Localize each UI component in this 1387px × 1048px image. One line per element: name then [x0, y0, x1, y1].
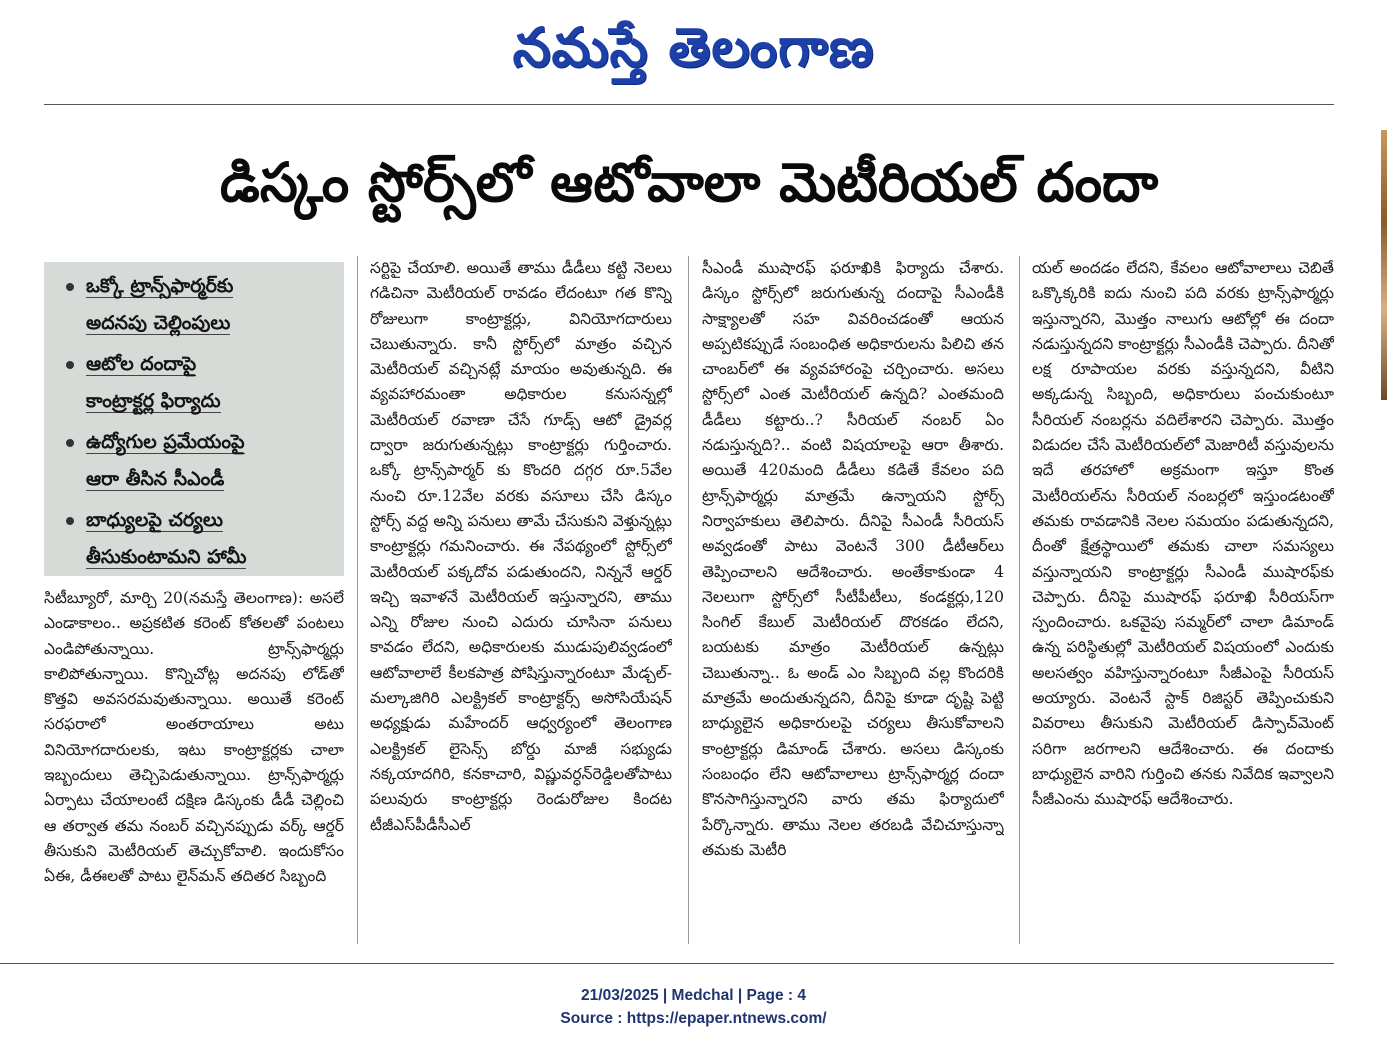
column-text: సిటీబ్యూరో, మార్చి 20(నమస్తే తెలంగాణ): అసలే ఎండాకాలం.. అప్రకటిత కరెంట్‌ కోతలతో పంటలు ఎండిపోతున్నాయి. ట్రాన్స్‌ఫార్మర్లు కాలిపోతున్నాయి. కొన్నిచోట్ల అదనపు లోడ్‌తో కొత్తవి అవసరమవుతున్నాయి. అయితే కరెంట్‌ సరఫరాలో అంతరాయాలు అటు వినియోగదారులకు, ఇటు కాంట్రాక్టర్లకు చాలా ఇబ్బందులు తెచ్చిపెడుతున్నాయి. ట్రాన్స్‌ఫార్మర్లు ఏర్పాటు చేయాలంటే దక్షిణ డిస్కంకు డీడీ చెల్లించి ఆ తర్వాత తమ నంబర్‌ వచ్చినప్పుడు వర్క్‌ ఆర్డర్‌ తీసుకుని మెటీరియల్‌ తెచ్చుకోవాలి. ఇందుకోసం ఏఈ, డీఈలతో పాటు లైన్‌మన్‌ తదితర సిబ్బంది — [44, 589, 344, 886]
top-divider — [44, 104, 1334, 105]
highlight-line: తీసుకుంటామని హామీ — [86, 546, 247, 568]
masthead — [0, 8, 1387, 88]
column-text: సీఎండీ ముషారఫ్‌ ఫరూఖికి ఫిర్యాదు చేశారు. డిస్కం స్టోర్స్‌లో జరుగుతున్న దందాపై సీఎండీకి సాక్ష్యాలతో సహ వివరించడంతో ఆయన అప్పటికప్పుడే సంబంధిత అధికారులను పిలిచి తన చాంబర్‌లో ఈ వ్యవహారంపై చర్చించారు. అసలు స్టోర్స్‌లో ఎంత మెటీరియల్‌ ఉన్నది? ఎంతమంది డీడీలు కట్టారు..? సీరియల్‌ నంబర్‌ ఏం నడుస్తున్నది?.. వంటి విషయాలపై ఆరా తీశారు. అయితే 420మంది డీడీలు కడితే కేవలం పది ట్రాన్స్‌ఫార్మర్లు మాత్రమే ఉన్నాయని స్టోర్స్‌ నిర్వాహకులు తెలిపారు. దీనిపై సీఎండీ సీరియస్‌ అవ్వడంతో పాటు వెంటనే 300 డీటీఆర్‌లు తెప్పించాలని ఆదేశించారు. అంతేకాకుండా 4 నెలలుగా స్టోర్స్‌లో సీటీపీటీలు, కండక్టర్లు,120 సింగిల్‌ కేబుల్‌ మెటీరియల్‌ దొరకడం లేదని, బయటకు మాత్రం మెటీరియల్‌ ఉన్నట్లు చెబుతున్నా.. ఓ అండ్‌ ఎం సిబ్బంది వల్ల కొందరికి మాత్రమే అందుతున్నదని, దీనిపై కూడా దృష్టి పెట్టి బాధ్యులైన అధికారులపై చర్యలు తీసుకోవాలని కాంట్రాక్టర్లు డిమాండ్‌ చేశారు. అసలు డిస్కంకు సంబంధం లేని ఆటోవాలాలు ట్రాన్స్‌ఫార్మర్ల దందా కొనసాగిస్తున్నారని వారు తమ ఫిర్యాదులో పేర్కొన్నారు. తాము నెలల తరబడి వేచిచూస్తున్నా తమకు మెటీరి — [702, 259, 1004, 859]
highlight-line: అదనపు చెల్లింపులు — [86, 312, 231, 334]
article-column-2 — [370, 256, 672, 946]
highlight-line: ఆరా తీసిన సీఎండీ — [86, 468, 225, 490]
adjacent-page-edge — [1381, 130, 1387, 400]
newspaper-logo: నమస్తే తెలంగాణ — [512, 16, 875, 79]
highlight-line: ఆటోల దందాపై — [86, 353, 197, 375]
highlight-line: కాంట్రాక్టర్ల ఫిర్యాదు — [86, 390, 221, 412]
column-divider — [688, 256, 689, 944]
highlight-item — [66, 346, 334, 420]
footer-source-link[interactable]: Source : https://epaper.ntnews.com/ — [560, 1010, 827, 1027]
page-footer — [0, 984, 1387, 1030]
highlight-line: ఉద్యోగుల ప్రమేయంపై — [86, 431, 245, 453]
bottom-divider — [0, 963, 1334, 964]
highlight-item — [66, 502, 334, 576]
column-text: యల్‌ అందడం లేదని, కేవలం ఆటోవాలాలు చెబితే ఒక్కొక్కరికి ఐదు నుంచి పది వరకు ట్రాన్స్‌ఫార్మర్లు ఇస్తున్నారని, మొత్తం నాలుగు ఆటోల్లో ఈ దందా నడుస్తున్నదని కాంట్రాక్టర్లు సీఎండీకి చెప్పారు. దీనితో లక్ష రూపాయల వరకు వస్తున్నదని, వీటిని అక్కడున్న సిబ్బంది, అధికారులు పంచుకుంటూ సీరియల్‌ నంబర్లను వదిలేశారని చెప్పారు. మొత్తం విడుదల చేసే మెటీరియల్‌లో మెజారిటీ వస్తువులను ఇదే తరహాలో అక్రమంగా ఇస్తూ కొంత మెటీరియల్‌ను సీరియల్‌ నంబర్లలో ఇస్తుండటంతో తమకు రావడానికి నెలల సమయం పడుతున్నదని, దీంతో క్షేత్రస్థాయిలో తమకు చాలా సమస్యలు వస్తున్నాయని కాంట్రాక్టర్లు సీఎండీ ముషారఫ్‌కు చెప్పారు. దీనిపై ముషారఫ్‌ ఫరూఖి సీరియస్‌గా స్పందించారు. ఒకవైపు సమ్మర్‌లో చాలా డిమాండ్‌ ఉన్న పరిస్థితుల్లో మెటీరియల్‌ విషయంలో ఎందుకు అలసత్వం వహిస్తున్నారంటూ సీజీఎంపై సీరియస్‌ అయ్యారు. వెంటనే స్టాక్‌ రిజిస్టర్‌ తెప్పించుకుని వివరాలు తీసుకుని మెటీరియల్‌ డిస్పాచ్‌మెంట్‌ సరిగా జరగాలని ఆదేశించారు. ఈ దందాకు బాధ్యులైన వారిని గుర్తించి తనకు నివేదిక ఇవ్వాలని సీజీఎంను ముషారఫ్‌ ఆదేశించారు. — [1032, 259, 1334, 809]
article-column-1 — [44, 586, 344, 946]
column-text: సర్టిపై చేయాలి. అయితే తాము డీడీలు కట్టి నెలలు గడిచినా మెటీరియల్‌ రావడం లేదంటూ గత కొన్ని రోజులుగా కాంట్రాక్టర్లు, వినియోగదారులు చెబుతున్నారు. కానీ స్టోర్స్‌లో మాత్రం వచ్చిన మెటీరియల్‌ వచ్చినట్లే మాయం అవుతున్నది. ఈ వ్యవహారమంతా అధికారుల కనుసన్నల్లో మెటీరియల్‌ రవాణా చేసే గూడ్స్‌ ఆటో డ్రైవర్ల ద్వారా జరుగుతున్నట్లు కాంట్రాక్టర్లు గుర్తించారు. ఒక్కో ట్రాన్స్‌పార్మర్‌ కు కొందరి దగ్గర రూ.5వేల నుంచి రూ.12వేల వరకు వసూలు చేసి డిస్కం స్టోర్స్‌ వద్ద అన్ని పనులు తామే చేసుకుని వెళ్తున్నట్లు కాంట్రాక్టర్లు గమనించారు. ఈ నేపథ్యంలో స్టోర్స్‌లో మెటీరియల్‌ పక్కదోవ పడుతుందని, నిన్ననే ఆర్డర్‌ ఇచ్చి ఇవాళనే మెటీరియల్‌ ఇస్తున్నారని, తాము ఎన్ని రోజుల నుంచి ఎదురు చూసినా పనులు కావడం లేదని, అధికారులకు ముడుపులివ్వడంలో ఆటోవాలాలే కీలకపాత్ర పోషిస్తున్నారంటూ మేడ్చల్‌- మల్కాజిగిరి ఎలక్ట్రికల్‌ కాంట్రాక్టర్స్‌ అసోసియేషన్‌ అధ్యక్షుడు మహేందర్‌ ఆధ్వర్యంలో తెలంగాణ ఎలక్ట్రికల్‌ లైసెన్స్‌ బోర్డు మాజీ సభ్యుడు నక్కయాదగిరి, కనకాచారి, విష్ణువర్ధన్‌రెడ్డిలతోపాటు పలువురు కాంట్రాక్టర్లు రెండురోజుల కిందట టీజీఎస్‌పీడీసీఎల్‌ — [370, 259, 672, 834]
footer-date-edition: 21/03/2025 | Medchal | Page : 4 — [581, 987, 806, 1004]
highlight-line: ఒక్కో ట్రాన్స్‌ఫార్మర్‌కు — [86, 275, 234, 297]
highlights-box — [44, 262, 344, 576]
highlight-item — [66, 268, 334, 342]
highlight-item — [66, 424, 334, 498]
article-column-4 — [1032, 256, 1334, 946]
highlight-line: బాధ్యులపై చర్యలు — [86, 509, 223, 531]
article-column-3 — [702, 256, 1004, 946]
column-divider — [357, 256, 358, 944]
column-divider — [1019, 256, 1020, 944]
article-headline: డిస్కం స్టోర్స్‌లో ఆటోవాలా మెటీరియల్‌ దందా — [219, 151, 1159, 214]
